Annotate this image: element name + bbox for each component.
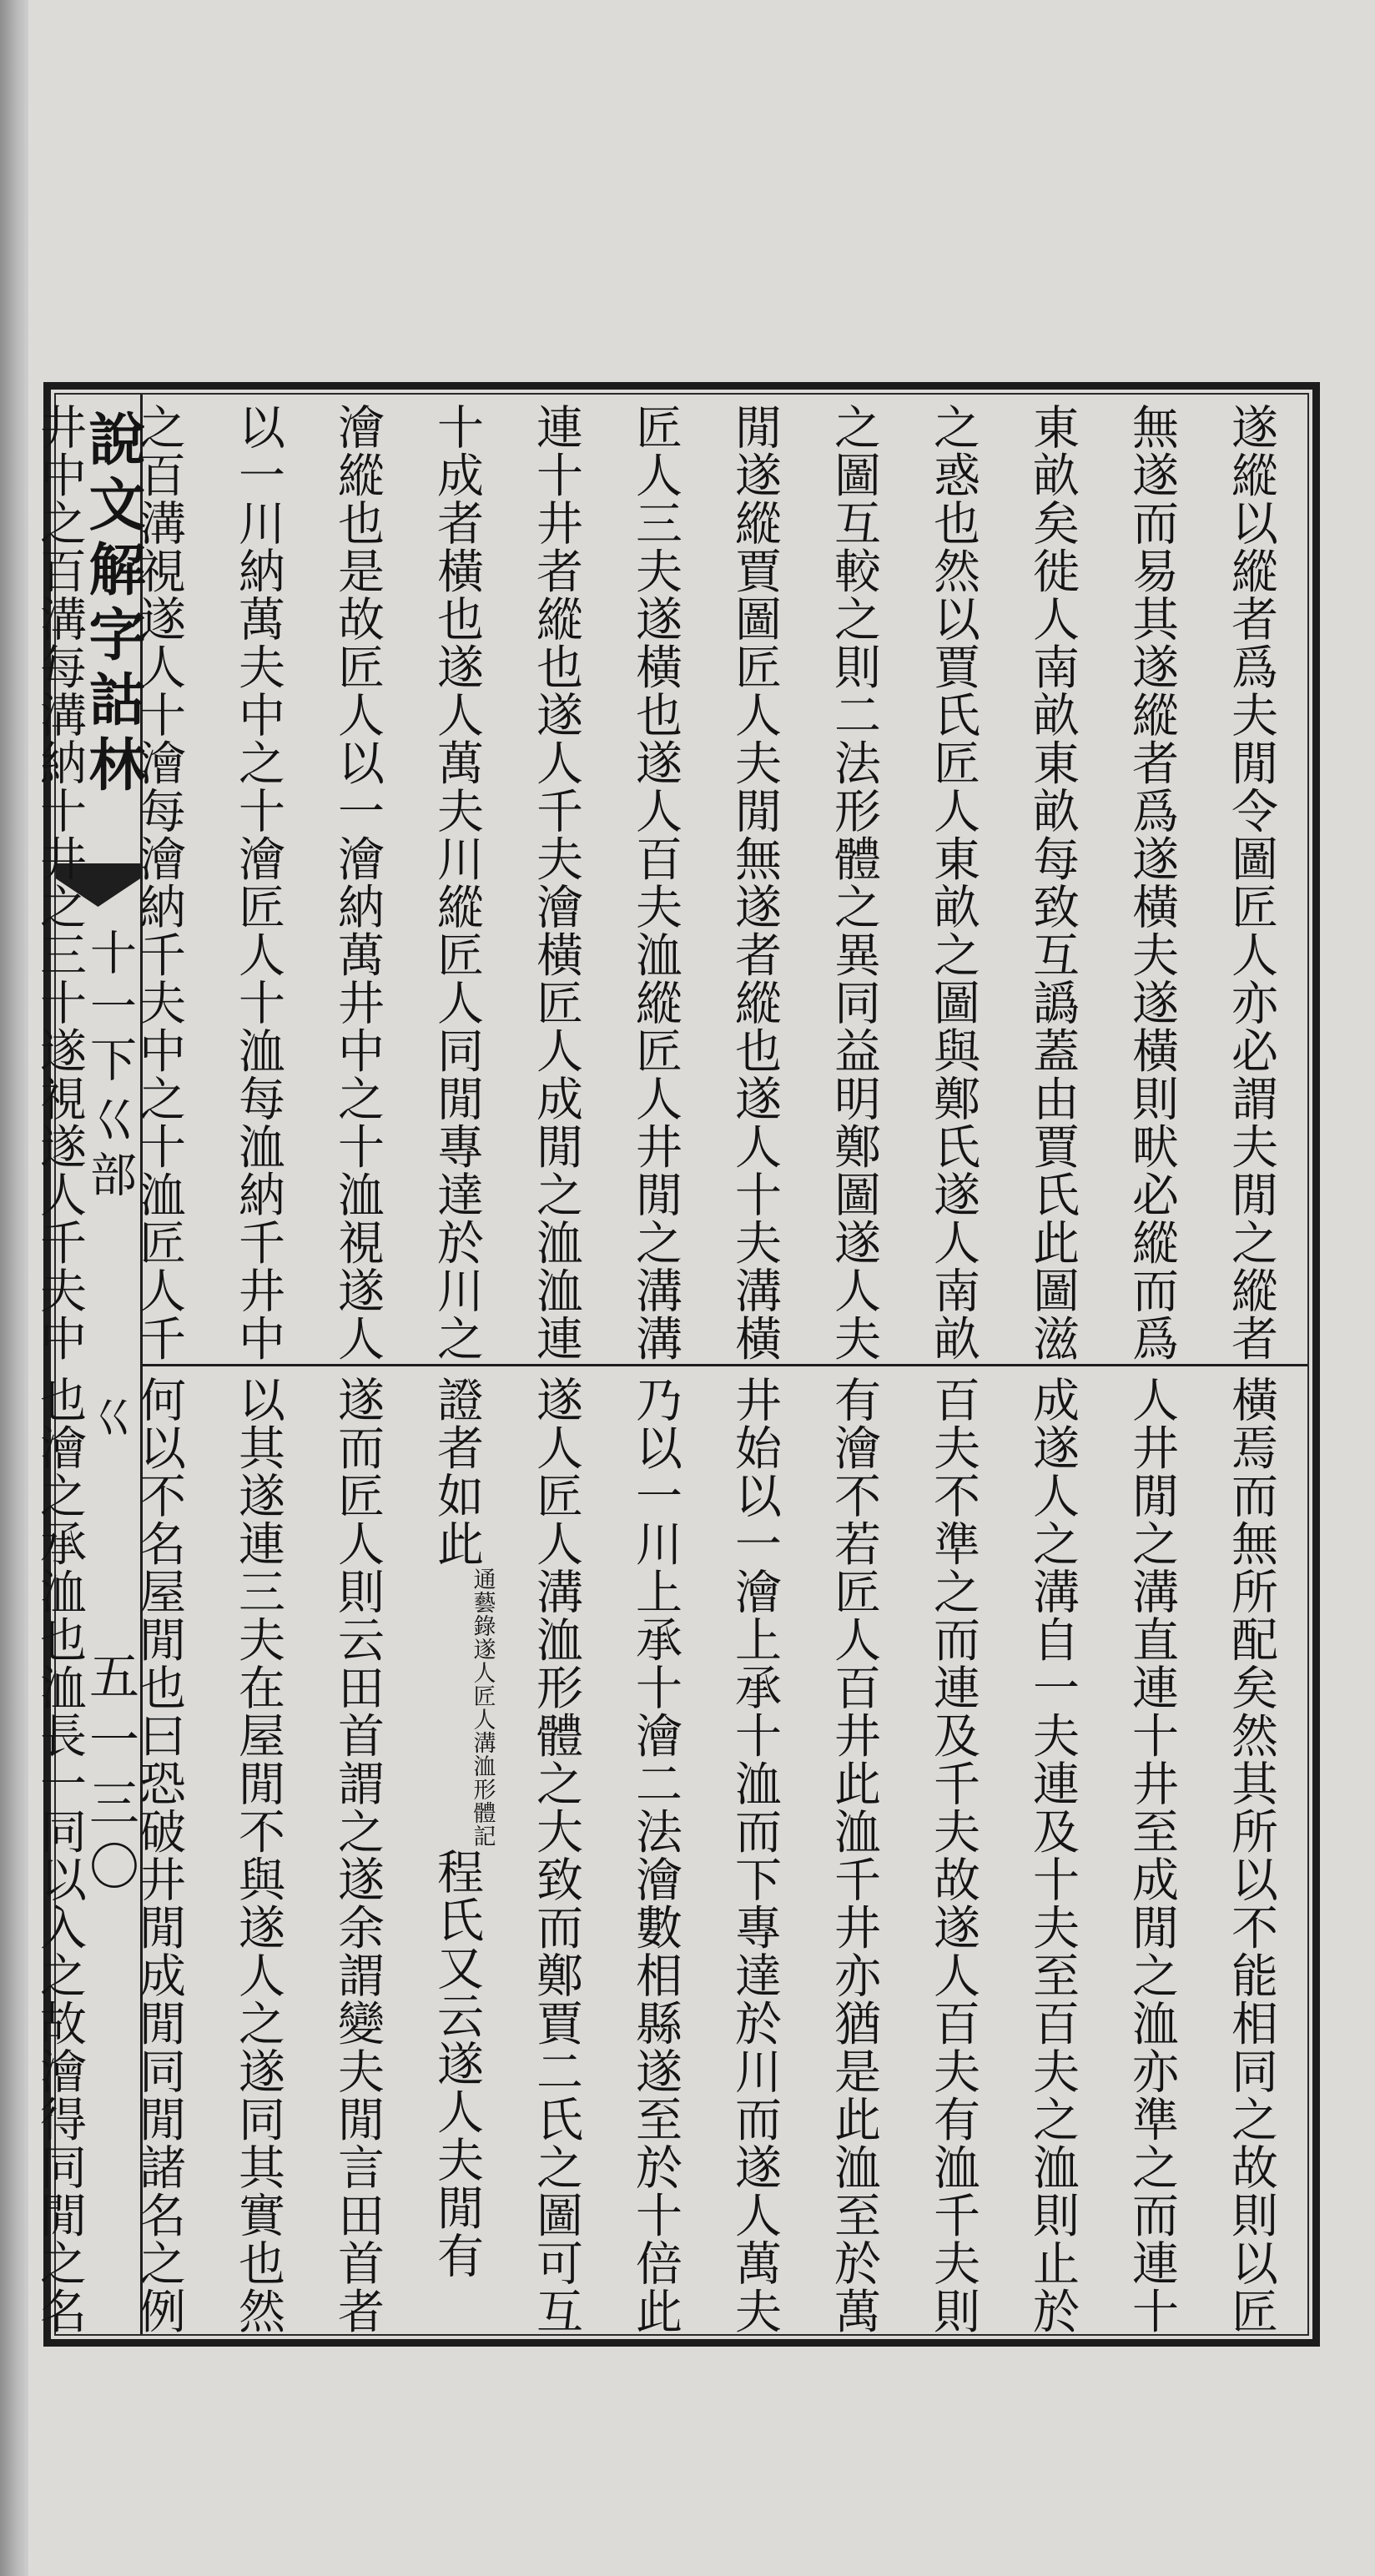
text-column: 遂縱以縱者爲夫閒令圖匠人亦必謂夫閒之縱者 — [1224, 403, 1278, 1362]
column-text: 也澮之承洫也洫長一同以入之故澮得同閒之名 — [33, 1376, 87, 2335]
column-text: 橫焉而無所配矣然其所以不能相同之故則以匠 — [1224, 1376, 1278, 2335]
text-column — [506, 1376, 606, 2339]
column-text: 有澮不若匠人百井此洫千井亦猶是此洫至於萬 — [827, 1376, 881, 2335]
book-title: 說文解字詁林 — [79, 410, 146, 800]
text-column — [606, 1376, 705, 2339]
text-column — [0, 1376, 10, 2339]
column-text: 以其遂連三夫在屋閒不與遂人之遂同其實也然 — [231, 1376, 285, 2335]
radical-label: 巜部 — [83, 1095, 137, 1205]
text-column: 連十井者縱也遂人千夫澮橫匠人成閒之洫洫連 — [529, 403, 583, 1362]
text-column — [308, 1376, 407, 2339]
text-column: 閒遂縱賈圖匠人夫閒無遂者縱也遂人十夫溝橫 — [728, 403, 782, 1362]
text-column — [1003, 1376, 1102, 2339]
text-column — [10, 1376, 109, 2339]
text-column — [1102, 1376, 1201, 2339]
text-column: 澮縱也是故匠人以一澮納萬井中之十洫視遂人 — [330, 403, 385, 1362]
column-text: 百夫不準之而連及千夫故遂人百夫有洫千夫則 — [926, 1376, 980, 2335]
text-column: 之惑也然以賈氏匠人東畝之圖與鄭氏遂人南畝 — [926, 403, 980, 1362]
register-divider — [143, 1364, 1307, 1366]
annotation-note: 通藝錄遂人匠人溝洫形體記 — [469, 1567, 496, 1848]
column-text: 井始以一澮上承十洫而下專達於川而遂人萬夫 — [728, 1376, 782, 2335]
page-frame — [33, 382, 1320, 2347]
text-column — [804, 1376, 904, 2339]
text-column: 井中之百溝每溝納十井之三十遂視遂人千夫中 — [33, 403, 87, 1362]
text-column: 之圖互較之則二法形體之異同益明鄭圖遂人夫 — [827, 403, 881, 1362]
text-column — [109, 1376, 209, 2339]
page-number: 五一三〇 — [81, 1650, 139, 1904]
text-column: 之百溝視遂人十澮每澮納千夫中之十洫匠人千 — [132, 403, 186, 1362]
column-text: 證者如此 — [430, 1376, 484, 1567]
page-frame-inner — [33, 393, 1309, 2336]
column-text: 何以不名屋閒也曰恐破井閒成閒同閒諸名之例 — [132, 1376, 186, 2335]
column-text: 成遂人之溝自一夫連及十夫至百夫之洫則止於 — [1025, 1376, 1080, 2335]
text-column: 無遂而易其遂縱者爲遂橫夫遂橫則畎必縱而爲 — [1125, 403, 1179, 1362]
text-column — [1201, 1376, 1301, 2339]
text-column: 東畝矣徙人南畝東畝每致互譌蓋由賈氏此圖滋 — [1025, 403, 1080, 1362]
section-label: 十一下 — [83, 928, 137, 1089]
text-column: 匠人三夫遂橫也遂人百夫洫縱匠人井閒之溝溝 — [628, 403, 682, 1362]
text-column: 十成者橫也遂人萬夫川縱匠人同閒專達於川之 — [430, 403, 484, 1362]
radical-label-lower: 巜 — [85, 1396, 133, 1437]
column-text: 人井閒之溝直連十井至成閒之洫亦準之而連十 — [1125, 1376, 1179, 2335]
text-column — [0, 403, 10, 1354]
column-text-continued: 程氏又云遂人夫閒有 — [430, 1848, 484, 2280]
text-column — [705, 1376, 804, 2339]
text-column: 以一川納萬夫中之十澮匠人十洫每洫納千井中 — [231, 403, 285, 1362]
text-column — [407, 1376, 506, 2339]
text-column — [904, 1376, 1003, 2339]
column-text: 乃以一川上承十澮二法澮數相縣遂至於十倍此 — [628, 1376, 682, 2335]
column-text: 遂人匠人溝洫形體之大致而鄭賈二氏之圖可互 — [529, 1376, 583, 2335]
column-text: 遂而匠人則云田首謂之遂余謂變夫閒言田首者 — [330, 1376, 385, 2335]
text-column — [209, 1376, 308, 2339]
